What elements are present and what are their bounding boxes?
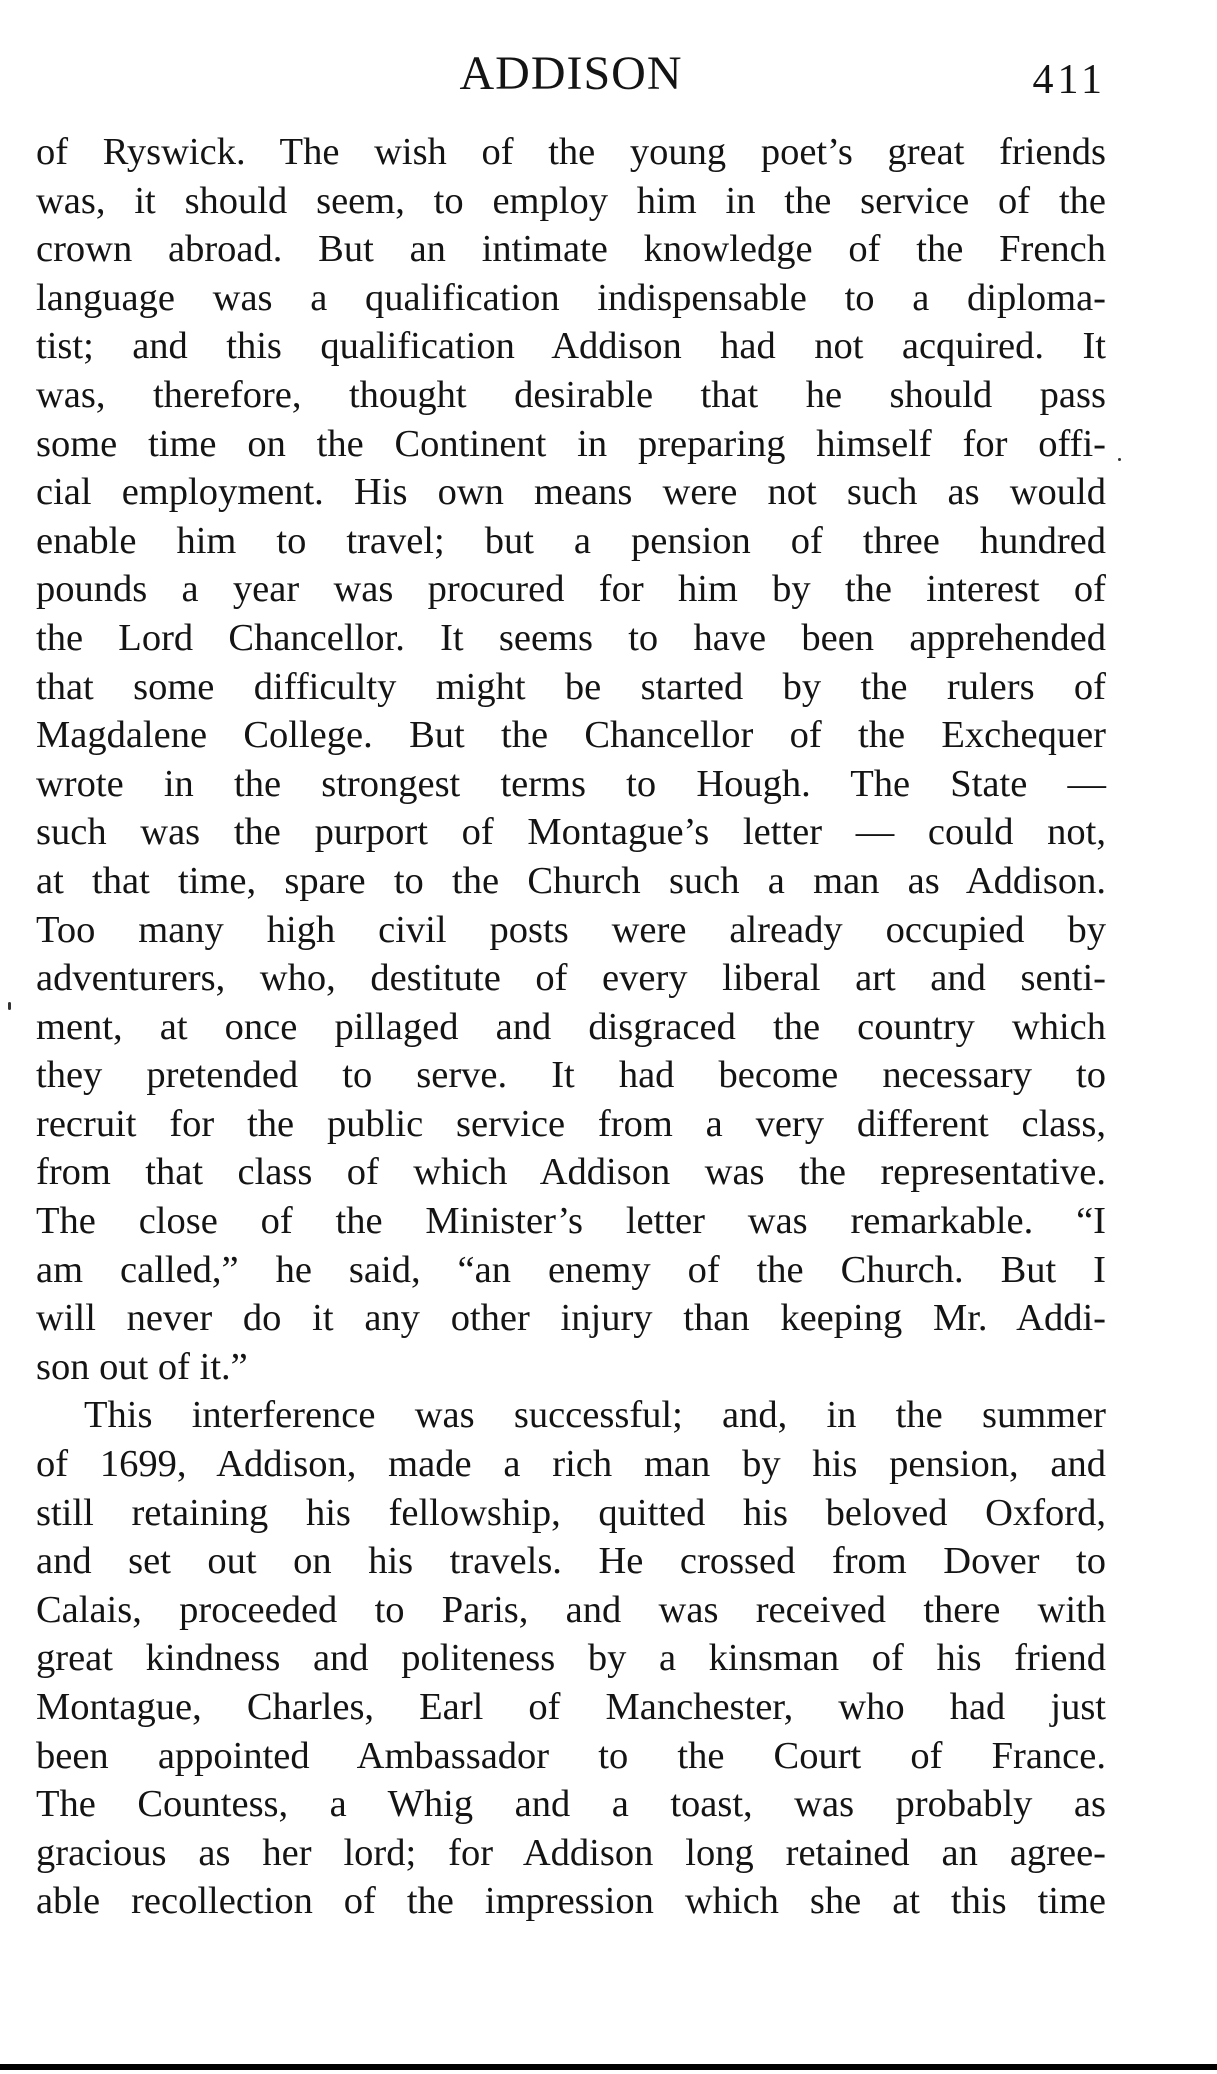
text-line: gracious as her lord; for Addison long retained an agree- xyxy=(36,1831,1106,1874)
text-line: at that time, spare to the Church such a man as Addison. xyxy=(36,859,1106,902)
text-line: such was the purport of Montague’s letter — could not, xyxy=(36,811,1106,854)
text-line: recruit for the public service from a very different class, xyxy=(36,1102,1106,1145)
page-speck xyxy=(1118,458,1121,461)
paragraph-2 xyxy=(36,1391,1106,1926)
body-text xyxy=(36,128,1106,1926)
text-line: was, therefore, thought desirable that he should pass xyxy=(36,373,1106,416)
page-number: 411 xyxy=(1032,57,1106,103)
text-line: will never do it any other injury than keeping Mr. Addi- xyxy=(36,1297,1106,1340)
text-line: This interference was successful; and, in the summer xyxy=(84,1394,1106,1437)
text-line: of 1699, Addison, made a rich man by his pension, and xyxy=(36,1443,1106,1486)
text-line: Magdalene College. But the Chancellor of the Exchequer xyxy=(36,714,1106,757)
text-line: The close of the Minister’s letter was remarkable. “I xyxy=(36,1200,1106,1243)
text-line: able recollection of the impression which she at this time xyxy=(36,1880,1106,1923)
text-line: some time on the Continent in preparing himself for offi- xyxy=(36,422,1106,465)
text-line: ment, at once pillaged and disgraced the country which xyxy=(36,1005,1106,1048)
running-title: ADDISON xyxy=(459,47,683,100)
text-line: language was a qualification indispensable to a diploma- xyxy=(36,276,1106,319)
text-line: adventurers, who, destitute of every liberal art and senti- xyxy=(36,957,1106,1000)
text-line: still retaining his fellowship, quitted his beloved Oxford, xyxy=(36,1491,1106,1534)
paragraph-1 xyxy=(36,128,1106,1391)
text-line: that some difficulty might be started by the rulers of xyxy=(36,665,1106,708)
text-line: The Countess, a Whig and a toast, was probably as xyxy=(36,1783,1106,1826)
text-line: cial employment. His own means were not such as would xyxy=(36,471,1106,514)
text-line: been appointed Ambassador to the Court of France. xyxy=(36,1734,1106,1777)
text-line: Too many high civil posts were already occupied by xyxy=(36,908,1106,951)
text-line: great kindness and politeness by a kinsman of his friend xyxy=(36,1637,1106,1680)
text-line: enable him to travel; but a pension of three hundred xyxy=(36,519,1106,562)
text-line: and set out on his travels. He crossed from Dover to xyxy=(36,1540,1106,1583)
text-line: pounds a year was procured for him by the interest of xyxy=(36,568,1106,611)
page-bottom-rule xyxy=(0,2064,1217,2070)
text-line: am called,” he said, “an enemy of the Church. But I xyxy=(36,1248,1106,1291)
text-line: the Lord Chancellor. It seems to have been apprehended xyxy=(36,616,1106,659)
running-head xyxy=(36,44,1106,104)
text-line: they pretended to serve. It had become necessary to xyxy=(36,1054,1106,1097)
text-line: son out of it.” xyxy=(36,1345,248,1388)
text-line: was, it should seem, to employ him in the service of the xyxy=(36,179,1106,222)
text-line: Montague, Charles, Earl of Manchester, who had just xyxy=(36,1686,1106,1728)
text-line: wrote in the strongest terms to Hough. The State — xyxy=(36,762,1106,805)
text-line: Calais, proceeded to Paris, and was received there with xyxy=(36,1588,1106,1631)
text-line: tist; and this qualification Addison had not acquired. It xyxy=(36,325,1106,368)
text-line: from that class of which Addison was the representative. xyxy=(36,1151,1106,1194)
page-speck xyxy=(8,1002,11,1010)
text-line: of Ryswick. The wish of the young poet’s great friends xyxy=(36,131,1106,173)
text-line: crown abroad. But an intimate knowledge of the French xyxy=(36,228,1106,271)
